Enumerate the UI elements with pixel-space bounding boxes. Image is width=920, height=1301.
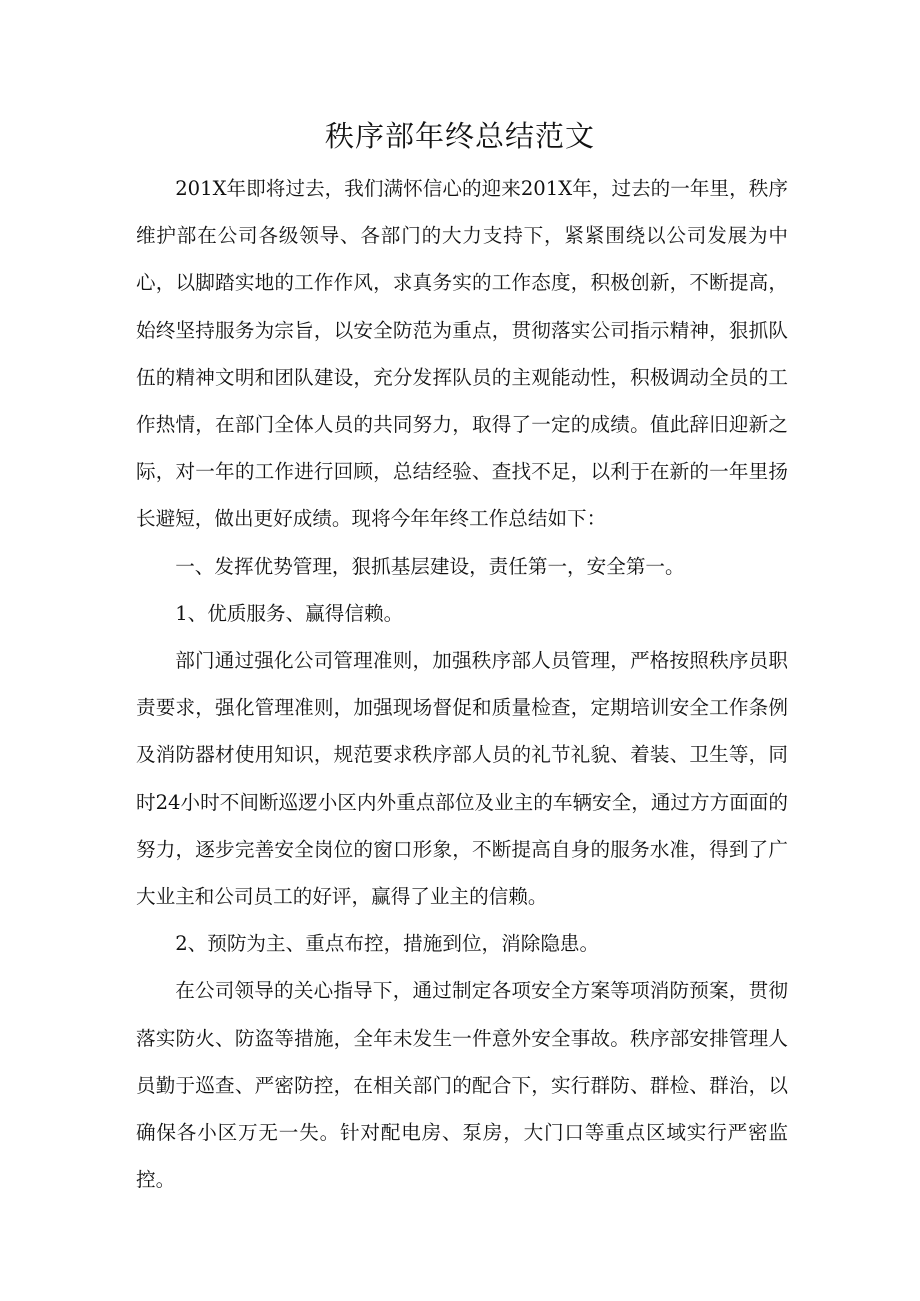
document-body: [136, 165, 788, 1203]
paragraph-service: 部门通过强化公司管理准则，加强秩序部人员管理，严格按照秩序员职责要求，强化管理准则，加强现场督促和质量检查，定期培训安全工作条例及消防器材使用知识，规范要求秩序部人员的礼节礼貌、着装、卫生等，同时24小时不间断巡逻小区内外重点部位及业主的车辆安全，通过方方面面的努力，逐步完善安全岗位的窗口形象，不断提高自身的服务水准，得到了广大业主和公司员工的好评，赢得了业主的信赖。: [136, 649, 788, 909]
paragraph-intro: 201X年即将过去，我们满怀信心的迎来201X年，过去的一年里，秩序维护部在公司各级领导、各部门的大力支持下，紧紧围绕以公司发展为中心，以脚踏实地的工作作风，求真务实的工作态度，积极创新，不断提高，始终坚持服务为宗旨，以安全防范为重点，贯彻落实公司指示精神，狠抓队伍的精神文明和团队建设，充分发挥队员的主观能动性，积极调动全员的工作热情，在部门全体人员的共同努力，取得了一定的成绩。值此辞旧迎新之际，对一年的工作进行回顾，总结经验、查找不足，以利于在新的一年里扬长避短，做出更好成绩。现将今年年终工作总结如下：: [136, 177, 788, 531]
document-title: 秩序部年终总结范文: [324, 119, 595, 153]
subsection-heading-2: 2、预防为主、重点布控，措施到位，消除隐患。: [175, 932, 600, 956]
section-heading-1: 一、发挥优势管理，狠抓基层建设，责任第一，安全第一。: [175, 554, 685, 578]
paragraph-prevention: 在公司领导的关心指导下，通过制定各项安全方案等项消防预案，贯彻落实防火、防盗等措施，全年未发生一件意外安全事故。秩序部安排管理人员勤于巡查、严密防控，在相关部门的配合下，实行群防、群检、群治，以确保各小区万无一失。针对配电房、泵房，大门口等重点区域实行严密监控。: [136, 979, 788, 1192]
subsection-heading-1: 1、优质服务、赢得信赖。: [175, 601, 404, 625]
